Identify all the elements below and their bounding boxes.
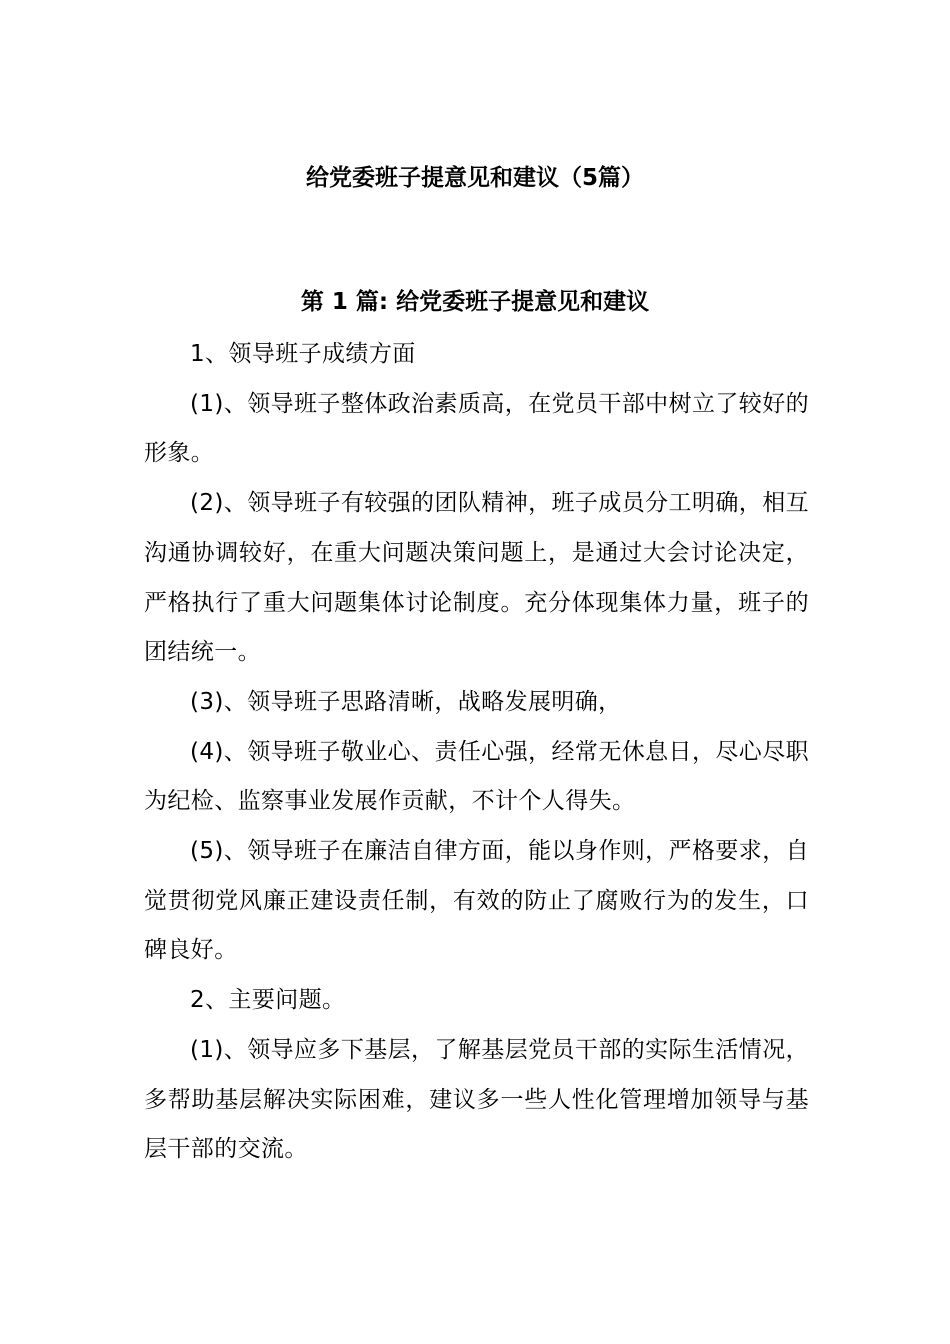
paragraph-heading-achievements: 1、领导班子成绩方面 (190, 341, 416, 367)
paragraph-item: (3)、领导班子思路清晰，战略发展明确， (190, 688, 622, 715)
paragraph-item: (1)、领导应多下基层，了解基层党员干部的实际生活情况，多帮助基层解决实际困难，建议多一些人性化管理增加领导与基层干部的交流。 (144, 1036, 809, 1163)
paragraph-item: (4)、领导班子敬业心、责任心强，经常无休息日，尽心尽职为纪检、监察事业发展作贡献，不计个人得失。 (144, 738, 809, 815)
section-title: 第 1 篇: 给党委班子提意见和建议 (300, 289, 650, 315)
document-title: 给党委班子提意见和建议（5篇） (305, 165, 644, 191)
paragraph-item: (2)、领导班子有较强的团队精神，班子成员分工明确，相互沟通协调较好，在重大问题决策问题上，是通过大会讨论决定，严格执行了重大问题集体讨论制度。充分体现集体力量，班子的团结统一。 (144, 490, 809, 666)
paragraph-item: (1)、领导班子整体政治素质高，在党员干部中树立了较好的形象。 (144, 390, 809, 467)
paragraph-item: (5)、领导班子在廉洁自律方面，能以身作则，严格要求，自觉贯彻党风廉正建设责任制，有效的防止了腐败行为的发生，口碑良好。 (144, 838, 809, 964)
document-body (144, 330, 809, 1175)
paragraph-heading-problems: 2、主要问题。 (190, 987, 346, 1014)
